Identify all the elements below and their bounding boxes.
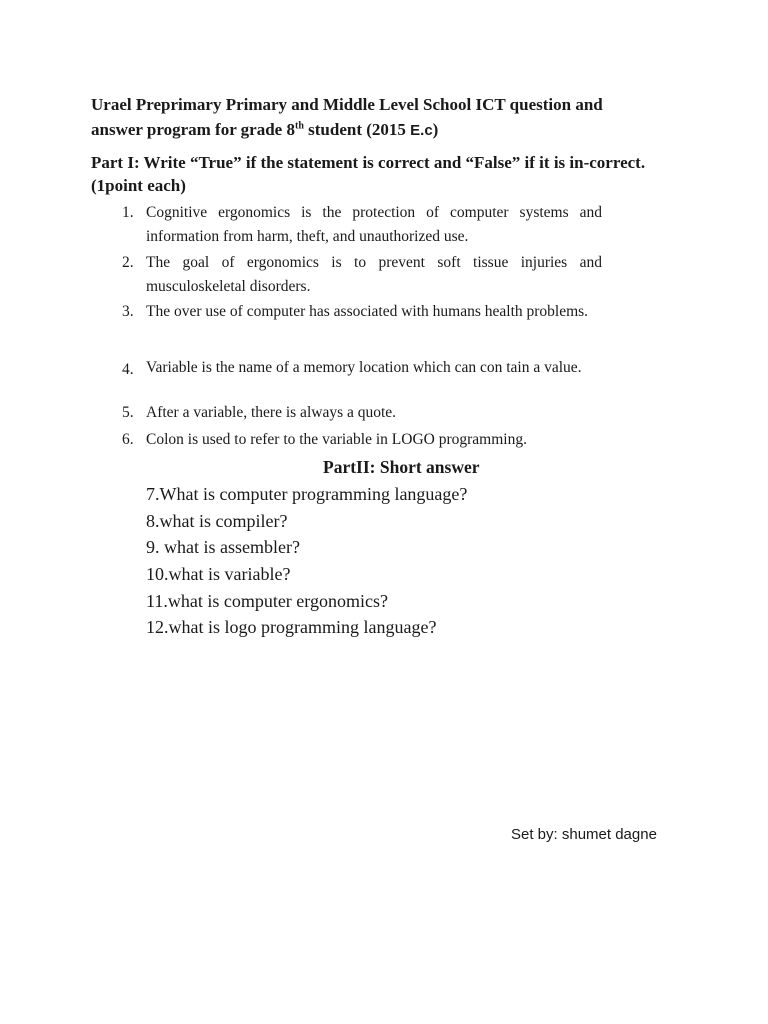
question-text: The over use of computer has associated with humans health problems.	[146, 303, 589, 320]
question-number: 4.	[122, 361, 134, 378]
question-text: After a variable, there is always a quote.	[146, 404, 397, 421]
question-2	[122, 251, 602, 299]
header-superscript: th	[294, 120, 304, 132]
question-1	[122, 201, 602, 249]
header-line-2-prefix: answer program for grade 8	[91, 120, 295, 139]
short-answer-10: 10.what is variable?	[146, 564, 291, 584]
question-number: 2.	[122, 254, 134, 271]
part2-title: PartII: Short answer	[323, 457, 480, 477]
question-6	[122, 428, 602, 452]
part1-title: Part I: Write “True” if the statement is correct and “False” if it is in-correct.(1point each)	[91, 153, 646, 195]
document-header	[91, 92, 651, 143]
question-number: 1.	[122, 204, 134, 221]
header-line-2	[91, 117, 651, 143]
short-answer-9: 9. what is assembler?	[146, 537, 300, 557]
header-line-2-suffix: )	[432, 120, 439, 139]
question-text: Colon is used to refer to the variable in LOGO programming.	[146, 431, 527, 448]
question-number: 5.	[122, 404, 134, 421]
set-by-credit: Set by: shumet dagne	[511, 826, 657, 843]
question-text: Cognitive ergonomics is the protection of computer systems and information from harm, theft, and unauthorized use.	[146, 204, 602, 245]
header-line-1: Urael Preprimary Primary and Middle Level School ICT question and	[91, 95, 603, 114]
question-5	[122, 401, 602, 425]
short-answer-12: 12.what is logo programming language?	[146, 617, 437, 637]
question-text: Variable is the name of a memory location which can con tain a value.	[146, 359, 582, 376]
short-answer-7: 7.What is computer programming language?	[146, 484, 468, 504]
header-era: E.c	[410, 122, 433, 139]
header-line-2-mid: student (2015	[303, 120, 411, 139]
question-4	[122, 358, 602, 378]
short-answer-8: 8.what is compiler?	[146, 511, 288, 531]
short-answer-11: 11.what is computer ergonomics?	[146, 591, 388, 611]
question-number: 6.	[122, 431, 134, 448]
question-number: 3.	[122, 303, 134, 320]
question-3	[122, 300, 602, 324]
question-text: The goal of ergonomics is to prevent soft tissue injuries and musculoskeletal disorders.	[146, 254, 602, 295]
